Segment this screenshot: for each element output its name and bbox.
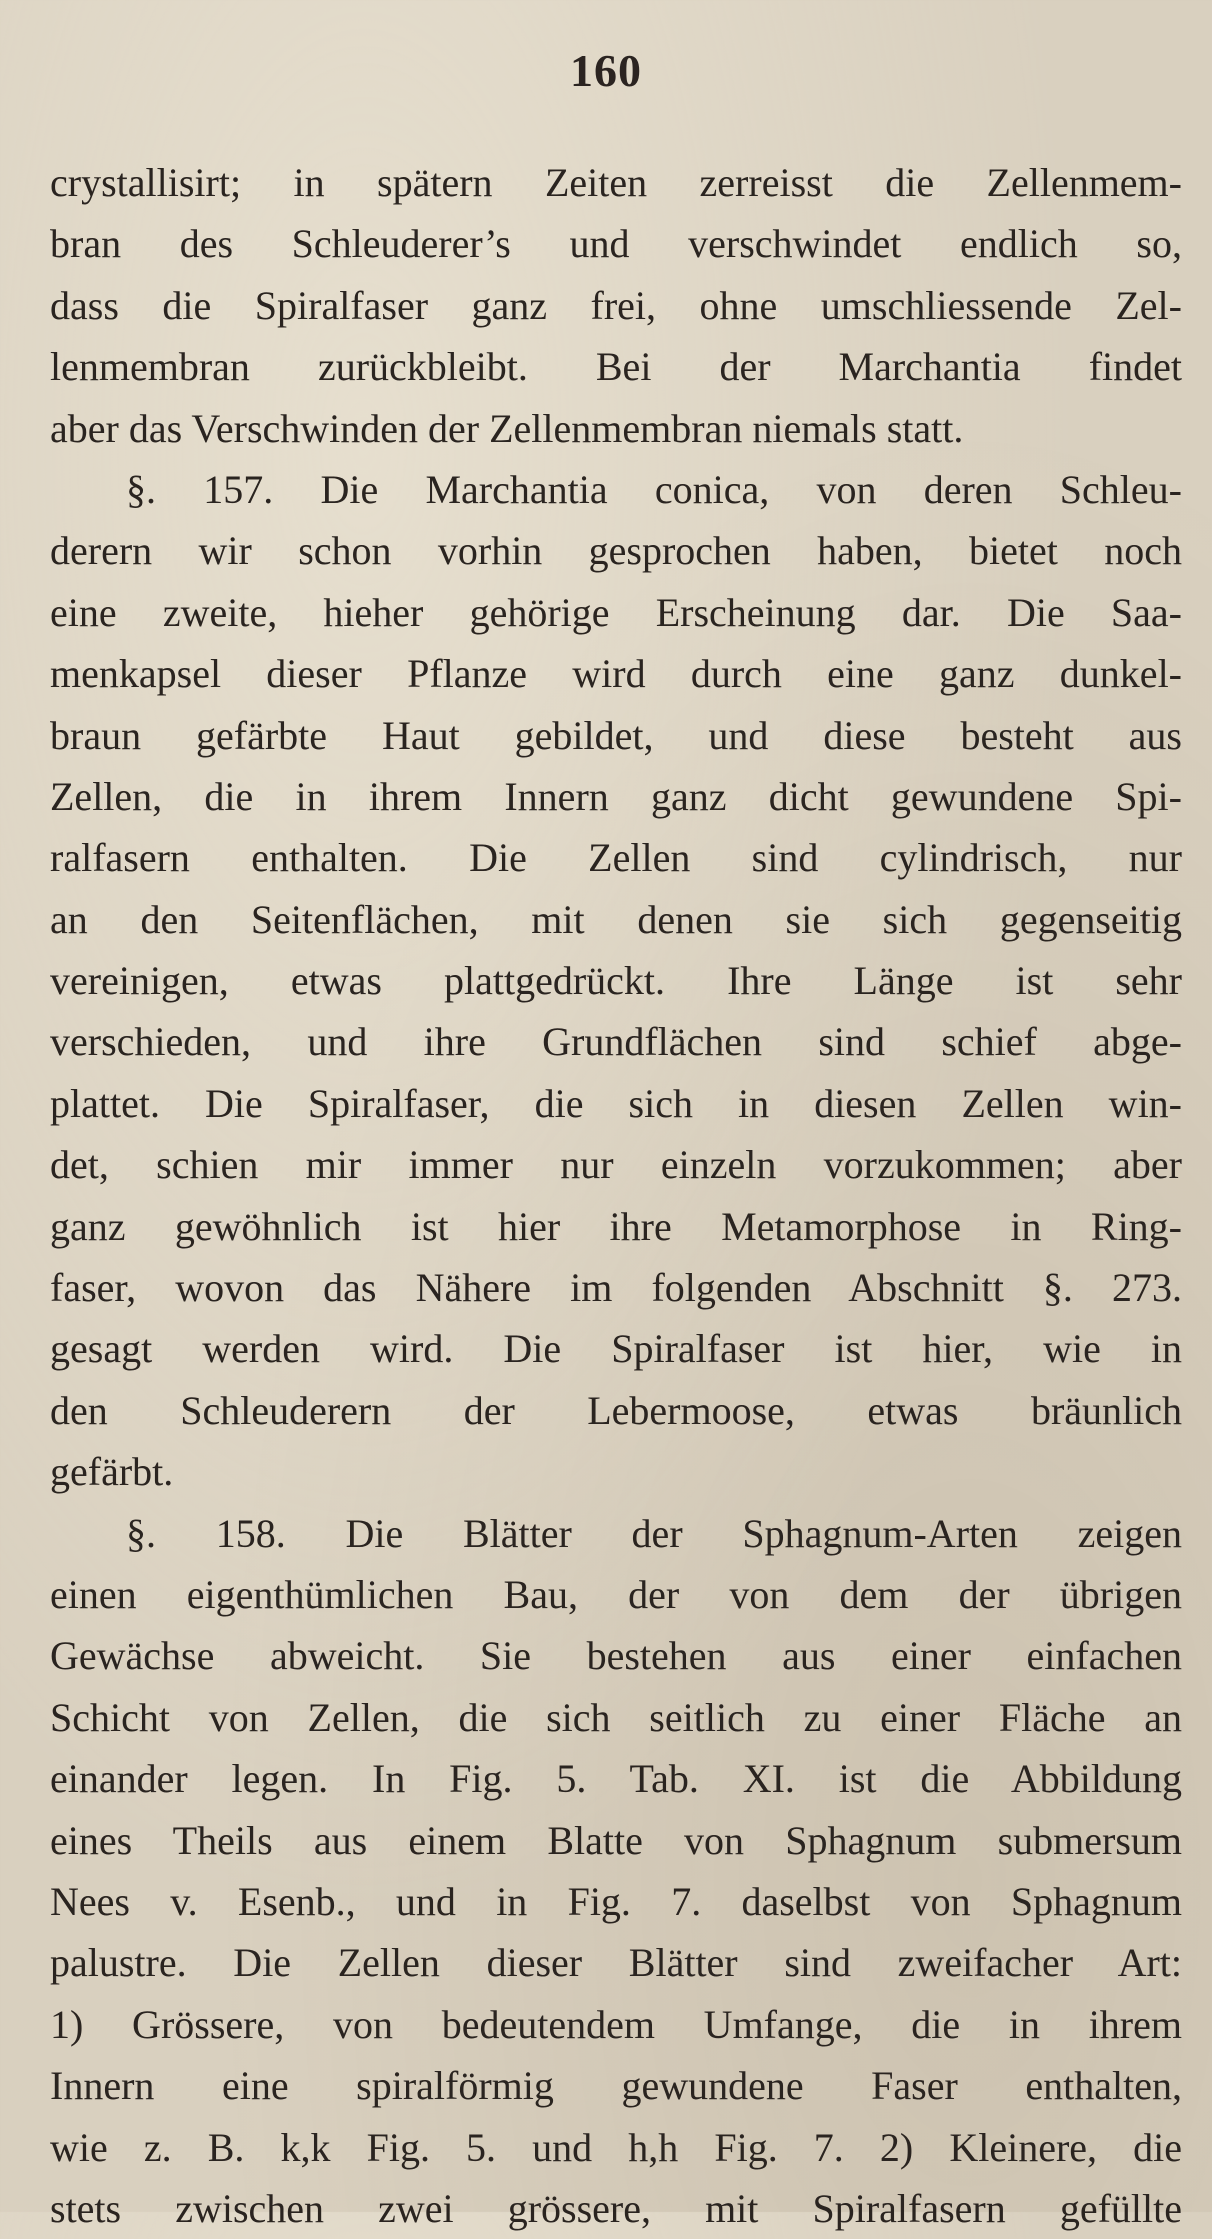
text-line: det, schien mir immer nur einzeln vorzukommen; aber bbox=[50, 1142, 1182, 1188]
body-text bbox=[50, 152, 1182, 2239]
text-line: einen eigenthümlichen Bau, der von dem der übrigen bbox=[50, 1571, 1182, 1617]
text-line: Gewächse abweicht. Sie bestehen aus einer einfachen bbox=[50, 1633, 1182, 1679]
text-line: eine zweite, hieher gehörige Erscheinung dar. Die Saa- bbox=[50, 589, 1182, 635]
text-line: dass die Spiralfaser ganz frei, ohne umschliessende Zel- bbox=[50, 282, 1182, 328]
text-line: palustre. Die Zellen dieser Blätter sind zweifacher Art: bbox=[50, 1940, 1182, 1986]
text-line: crystallisirt; in spätern Zeiten zerreisst die Zellenmem- bbox=[50, 160, 1182, 205]
text-line: den Schleuderern der Lebermoose, etwas bräunlich bbox=[50, 1387, 1182, 1433]
text-line: braun gefärbte Haut gebildet, und diese besteht aus bbox=[50, 712, 1182, 758]
text-line: Zellen, die in ihrem Innern ganz dicht gewundene Spi- bbox=[50, 773, 1182, 819]
text-line: plattet. Die Spiralfaser, die sich in diesen Zellen win- bbox=[50, 1080, 1182, 1126]
text-line: 1) Grössere, von bedeutendem Umfange, die in ihrem bbox=[50, 2001, 1182, 2047]
page-number: 160 bbox=[570, 45, 642, 96]
text-line: bran des Schleuderer’s und verschwindet endlich so, bbox=[50, 221, 1182, 267]
text-line: ganz gewöhnlich ist hier ihre Metamorphose in Ring- bbox=[50, 1203, 1182, 1249]
text-line: stets zwischen zwei grössere, mit Spiralfasern gefüllte bbox=[50, 2185, 1182, 2231]
text-line: Innern eine spiralförmig gewundene Faser enthalten, bbox=[50, 2063, 1182, 2109]
text-line: wie z. B. k,k Fig. 5. und h,h Fig. 7. 2) Kleinere, die bbox=[50, 2124, 1182, 2170]
text-line: an den Seitenflächen, mit denen sie sich gegenseitig bbox=[50, 896, 1182, 942]
text-line: eines Theils aus einem Blatte von Sphagnum submersum bbox=[50, 1817, 1182, 1863]
text-line: einander legen. In Fig. 5. Tab. XI. ist die Abbildung bbox=[50, 1756, 1182, 1802]
text-line: §. 158. Die Blätter der Sphagnum-Arten zeigen bbox=[126, 1510, 1182, 1556]
text-line: Schicht von Zellen, die sich seitlich zu einer Fläche an bbox=[50, 1694, 1182, 1740]
text-line: gesagt werden wird. Die Spiralfaser ist hier, wie in bbox=[50, 1326, 1182, 1372]
text-line: menkapsel dieser Pflanze wird durch eine ganz dunkel- bbox=[50, 651, 1182, 697]
text-line: Nees v. Esenb., und in Fig. 7. daselbst von Sphagnum bbox=[50, 1878, 1182, 1924]
text-line: gefärbt. bbox=[50, 1449, 174, 1495]
text-line: derern wir schon vorhin gesprochen haben, bietet noch bbox=[50, 528, 1182, 574]
text-line: lenmembran zurückbleibt. Bei der Marchantia findet bbox=[50, 344, 1182, 390]
text-line: §. 157. Die Marchantia conica, von deren Schleu- bbox=[126, 466, 1182, 512]
text-line: verschieden, und ihre Grundflächen sind schief abge- bbox=[50, 1019, 1182, 1065]
text-line: ralfasern enthalten. Die Zellen sind cylindrisch, nur bbox=[50, 835, 1182, 881]
text-line: faser, wovon das Nähere im folgenden Abschnitt §. 273. bbox=[50, 1265, 1182, 1311]
text-line: vereinigen, etwas plattgedrückt. Ihre Länge ist sehr bbox=[50, 958, 1182, 1004]
text-line: aber das Verschwinden der Zellenmembran niemals statt. bbox=[50, 405, 964, 451]
